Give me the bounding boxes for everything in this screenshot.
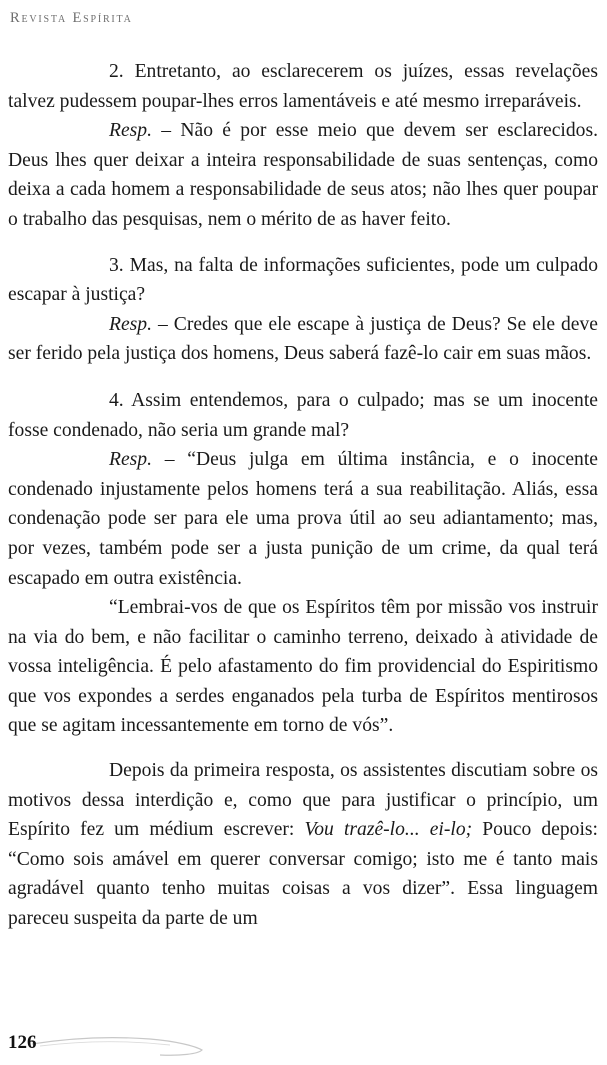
paragraph-text: 4. Assim entendemos, para o culpado; mas se um inocente fosse condenado, não seria um grande mal? [8, 389, 598, 441]
paragraph-answer-3 [8, 310, 598, 369]
paragraph-question-3 [8, 251, 598, 310]
running-header: Revista Espírita [10, 10, 133, 26]
resp-label: Resp. [109, 449, 152, 471]
paragraph-text: Depois da primeira resposta, os assistentes discutiam sobre os motivos dessa interdição e, como que para justificar o princípio, um Espírito fez um médium escrever: [8, 760, 598, 841]
resp-label: Resp. [109, 120, 152, 142]
paragraph-text: 3. Mas, na falta de informações suficientes, pode um culpado escapar à justiça? [8, 254, 598, 306]
resp-label: Resp. [109, 313, 152, 335]
paragraph-text: Pouco depois: “Como sois amável em querer conversar comigo; isto me é tanto mais agradável quanto tenho muitas coisas a vos dizer”. Essa linguagem pareceu suspeita da parte de um [8, 819, 598, 929]
paragraph-answer-2 [8, 116, 598, 234]
paragraph-text: “Lembrai-vos de que os Espíritos têm por missão vos instruir na via do bem, e não facilitar o caminho terreno, deixado à atividade de vossa inteligência. É pelo afastamento do fim providencial do Espiritismo que vos expondes a serdes enganados pela turba de Espíritos mentirosos que se agitam incessantemente em torno de vós”. [8, 597, 598, 737]
paragraph-question-2 [8, 57, 598, 116]
paragraph-text: – Não é por esse meio que devem ser esclarecidos. Deus lhes quer deixar a inteira responsabilidade de suas sentenças, como deixa a cada homem a responsabilidade de seus atos; não lhes quer poupar o trabalho das pesquisas, nem o mérito de as haver feito. [8, 120, 598, 230]
italic-quote: Vou trazê-lo... ei-lo; [304, 819, 473, 841]
paragraph-text: – Credes que ele escape à justiça de Deus? Se ele deve ser ferido pela justiça dos homens, Deus saberá fazê-lo cair em suas mãos. [8, 313, 598, 365]
paragraph-answer-4 [8, 445, 598, 593]
paragraph-narrative [8, 756, 598, 933]
paragraph-question-4 [8, 386, 598, 445]
paragraph-text: 2. Entretanto, ao esclarecerem os juízes, essas revelações talvez pudessem poupar-lhes erros lamentáveis e até mesmo irreparáveis. [8, 61, 598, 112]
paragraph-text: – “Deus julga em última instância, e o inocente condenado injustamente pelos homens terá a sua reabilitação. Aliás, essa condenação pode ser para ele uma prova útil ao seu adiantamento; mas, por vezes, também pode ser a justa punição de um crime, da qual terá escapado em outra existência. [8, 449, 598, 589]
page-flourish-ornament [30, 1030, 210, 1060]
paragraph-answer-4-continued [8, 593, 598, 741]
page-number: 126 [8, 1032, 37, 1053]
page-body [8, 57, 598, 933]
